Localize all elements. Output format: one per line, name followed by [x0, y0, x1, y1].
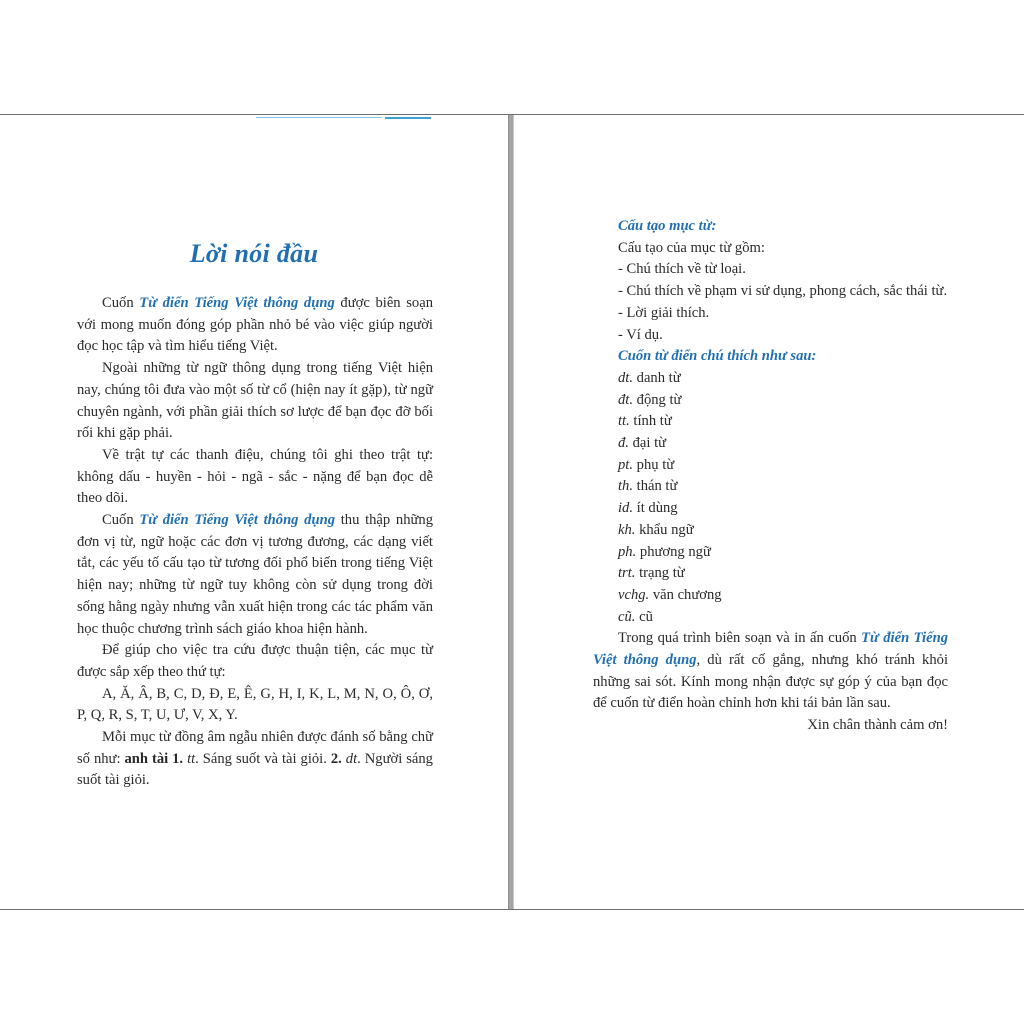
list-item: - Lời giải thích. — [618, 304, 710, 321]
abbreviation-row: trt. trạng từ — [618, 565, 685, 582]
section-heading-structure: Cấu tạo mục từ: — [618, 218, 717, 234]
preface-body — [77, 293, 433, 792]
page-title: Lời nói đầu — [189, 239, 319, 268]
list-item: - Ví dụ. — [618, 326, 663, 343]
abbreviation-row: ph. phương ngữ — [618, 543, 711, 560]
paragraph-tone-order: Về trật tự các thanh điệu, chúng tôi ghi theo trật tự: không dấu - huyền - hỏi - ngã - sắc - nặng để bạn đọc dễ theo dõi. — [77, 446, 433, 507]
paragraph-ordering: Để giúp cho việc tra cứu được thuận tiện, các mục từ được sắp xếp theo thứ tự: — [77, 642, 433, 680]
book-title: Từ điển Tiếng Việt thông dụng — [139, 295, 335, 311]
abbreviation-row: id. ít dùng — [618, 500, 678, 517]
book-title: Từ điển Tiếng Việt thông dụng — [139, 512, 336, 529]
abbreviation-row: pt. phụ từ — [618, 456, 675, 473]
paragraph-closing: Trong quá trình biên soạn và in ấn cuốn Từ điển Tiếng Việt thông dụng, dù rất cố gắng, nhưng khó tránh khỏi những sai sót. Kính mong nhận được sự góp ý của bạn đọc để cuốn từ điển hoàn chỉnh hơn khi tái bản lần sau. — [593, 630, 948, 712]
paragraph-collection: Cuốn Từ điển Tiếng Việt thông dụng thu thập những đơn vị từ, ngữ hoặc các đơn vị tương đương, các dạng viết tắt, các yếu tố cấu tạo từ tương đối phổ biến trong tiếng Việt hiện nay; những từ ngữ tuy không còn sử dụng trong đời sống hằng ngày nhưng vẫn xuất hiện trong các tác phẩm văn học thuộc chương trình sách giáo khoa hiện hành. — [77, 512, 433, 637]
structure-intro: Cấu tạo của mục từ gồm: — [618, 239, 765, 256]
header-rule — [256, 117, 382, 118]
section-heading-abbreviations: Cuốn từ điển chú thích như sau: — [618, 348, 817, 365]
book-title: Từ điển Tiếng Việt thông dụng — [593, 630, 948, 669]
abbreviation-row: tt. tính từ — [618, 413, 672, 430]
right-page — [514, 115, 1024, 909]
book-spread — [0, 114, 1024, 910]
left-page — [0, 115, 508, 909]
abbreviation-row: đt. động từ — [618, 391, 682, 408]
paragraph-homonyms: Mỗi mục từ đồng âm ngẫu nhiên được đánh số bằng chữ số như: anh tài 1. tt. Sáng suốt và tài giỏi. 2. dt. Người sáng suốt tài giỏi. — [77, 729, 433, 789]
header-rule-accent — [385, 117, 431, 119]
paragraph-scope: Ngoài những từ ngữ thông dụng trong tiếng Việt hiện nay, chúng tôi đưa vào một số từ cổ (hiện nay ít gặp), từ ngữ chuyên ngành, với phần giải thích sơ lược để bạn đọc đỡ bối rối khi gặp phải. — [77, 360, 433, 442]
abbreviation-row: cũ. cũ — [618, 608, 653, 625]
example-entry: anh tài 1. — [124, 750, 184, 767]
list-item: - Chú thích về phạm vi sử dụng, phong cách, sắc thái từ. — [618, 283, 948, 300]
abbreviation-row: dt. danh từ — [618, 369, 681, 386]
alphabet-order: A, Ă, Â, B, C, D, Đ, E, Ê, G, H, I, K, L, M, N, O, Ô, Ơ, P, Q, R, S, T, U, Ư, V, X, Y. — [77, 685, 433, 724]
signoff: Xin chân thành cảm ơn! — [807, 717, 948, 734]
abbreviation-row: th. thán từ — [618, 478, 678, 495]
abbreviation-row: đ. đại từ — [618, 435, 667, 452]
structure-body — [593, 216, 948, 737]
abbreviation-row: vchg. văn chương — [618, 586, 722, 603]
list-item: - Chú thích về từ loại. — [618, 261, 746, 278]
abbreviation-row: kh. khẩu ngữ — [618, 521, 694, 538]
paragraph-intro: Cuốn Từ điển Tiếng Việt thông dụng được biên soạn với mong muốn đóng góp phần nhỏ bé vào việc giúp người đọc học tập và tìm hiểu tiếng Việt. — [77, 295, 434, 355]
